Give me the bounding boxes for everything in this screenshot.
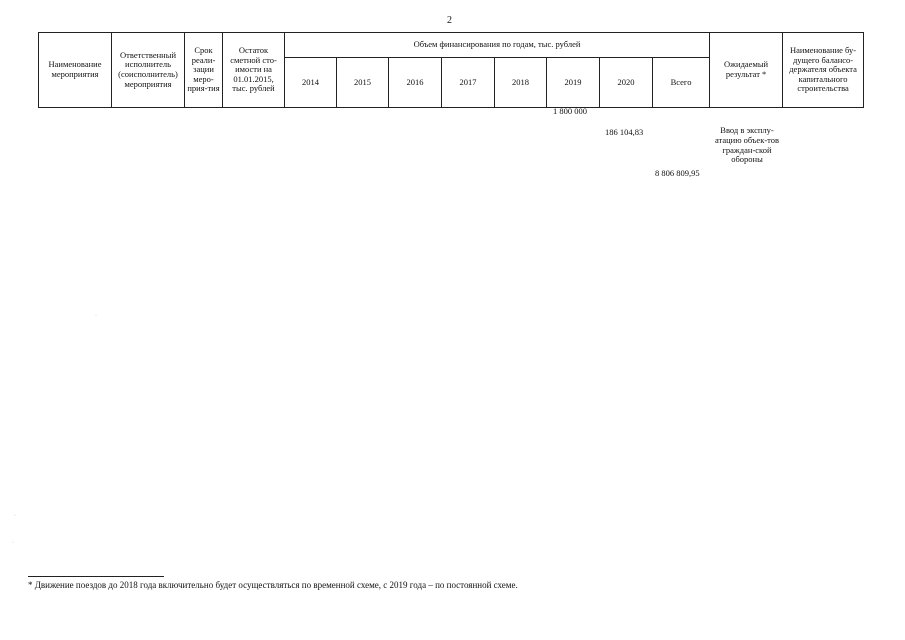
- value-total: 8 806 809,95: [655, 168, 700, 178]
- scan-speck: ·: [95, 313, 97, 319]
- header-result: Ожидаемый результат *: [710, 33, 783, 108]
- value-2019: 1 800 000: [553, 106, 587, 116]
- value-2020: 186 104,83: [605, 127, 644, 137]
- header-period: Срок реали-зации меро-прия-тия: [185, 33, 223, 108]
- page-number: 2: [447, 15, 452, 26]
- header-year-2019: 2019: [547, 58, 600, 108]
- footnote: * Движение поездов до 2018 года включительно будет осуществляться по временной схеме, с 2019 года – по постоянной схеме.: [28, 580, 518, 590]
- header-executor: Ответственный исполнитель (соисполнитель) мероприятия: [112, 33, 185, 108]
- header-funding-group: Объем финансирования по годам, тыс. рублей: [285, 33, 710, 58]
- header-holder: Наименование бу-дущего балансо-держателя объекта капитального строительства: [783, 33, 864, 108]
- scan-speck: ·: [14, 513, 16, 519]
- footnote-divider: [28, 576, 164, 577]
- header-year-2017: 2017: [442, 58, 495, 108]
- scan-speck: ·: [12, 540, 14, 546]
- header-total: Всего: [653, 58, 710, 108]
- funding-table: [38, 32, 864, 108]
- header-year-2014: 2014: [285, 58, 337, 108]
- header-name: Наименование мероприятия: [39, 33, 112, 108]
- header-year-2015: 2015: [337, 58, 389, 108]
- header-year-2016: 2016: [389, 58, 442, 108]
- header-year-2018: 2018: [495, 58, 547, 108]
- header-remainder: Остаток сметной сто-имости на 01.01.2015, тыс. рублей: [223, 33, 285, 108]
- header-year-2020: 2020: [600, 58, 653, 108]
- expected-result-value: Ввод в эксплу-атацию объек-тов граждан-ской обороны: [714, 125, 780, 165]
